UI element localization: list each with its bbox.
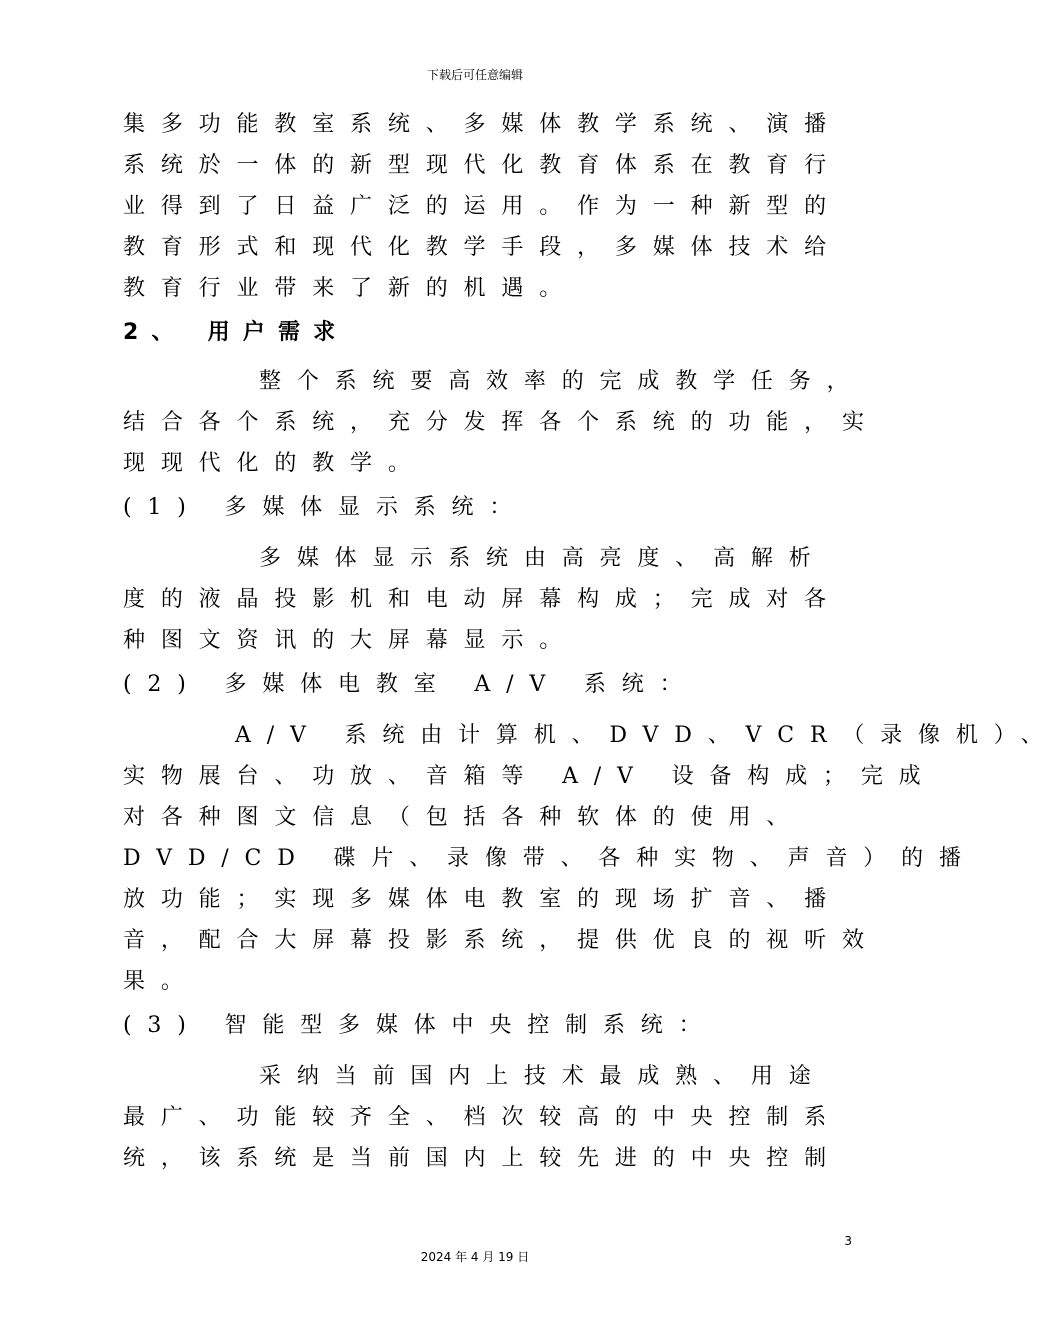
text-line: 系统於一体的新型现代化教育体系在教育行 [123,153,842,178]
text-line: 教育行业带来了新的机遇。 [123,276,578,301]
text-line: 采纳当前国内上技术最成熟、用途 [259,1064,827,1089]
page-number: 3 [844,1234,852,1248]
text-line: 集多功能教室系统、多媒体教学系统、演播 [123,112,842,137]
text-line: 教育形式和现代化教学手段，多媒体技术给 [123,235,842,260]
page-header: 下载后可任意编辑 [426,68,523,82]
text-line: 对各种图文信息（包括各种软体的使用、 [123,805,805,830]
text-line: 果。 [123,969,199,994]
text-line: 现现代化的教学。 [123,451,426,476]
section-heading-user-requirements: 2、 用户需求 [123,320,349,345]
text-line: 种图文资讯的大屏幕显示。 [123,628,578,653]
subheading-central-control-system: (3) 智能型多媒体中央控制系统： [123,1013,717,1038]
text-line: 业得到了日益广泛的运用。作为一种新型的 [123,194,842,219]
text-line: 实物展台、功放、音箱等 A/V 设备构成；完成 [123,764,937,789]
text-line: 整个系统要高效率的完成教学任务， [259,369,865,394]
text-line: 结合各个系统，充分发挥各个系统的功能，实 [123,410,880,435]
text-line: 统，该系统是当前国内上较先进的中央控制 [123,1146,842,1171]
section2-paragraph [123,361,880,484]
text-line: 音，配合大屏幕投影系统，提供优良的视听效 [123,928,880,953]
intro-paragraph [123,104,863,309]
document-body [123,104,1058,1179]
text-line: 最广、功能较齐全、档次较高的中央控制系 [123,1105,842,1130]
page-footer-date: 2024 年 4 月 19 日 [420,1250,530,1264]
item3-paragraph [123,1056,863,1179]
item1-paragraph [123,538,863,661]
subheading-av-system: (2) 多媒体电教室 A/V 系统： [123,672,698,697]
text-line: 放功能；实现多媒体电教室的现场扩音、播 [123,887,842,912]
text-line: 多媒体显示系统由高亮度、高解析 [259,546,827,571]
text-line: 度的液晶投影机和电动屏幕构成；完成对各 [123,587,842,612]
text-line: A/V 系统由计算机、DVD、VCR（录像机）、 [235,723,1058,748]
subheading-display-system: (1) 多媒体显示系统： [123,495,528,520]
item2-paragraph [123,715,1058,1002]
text-line: DVD/CD 碟片、录像带、各种实物、声音）的播 [123,846,977,871]
